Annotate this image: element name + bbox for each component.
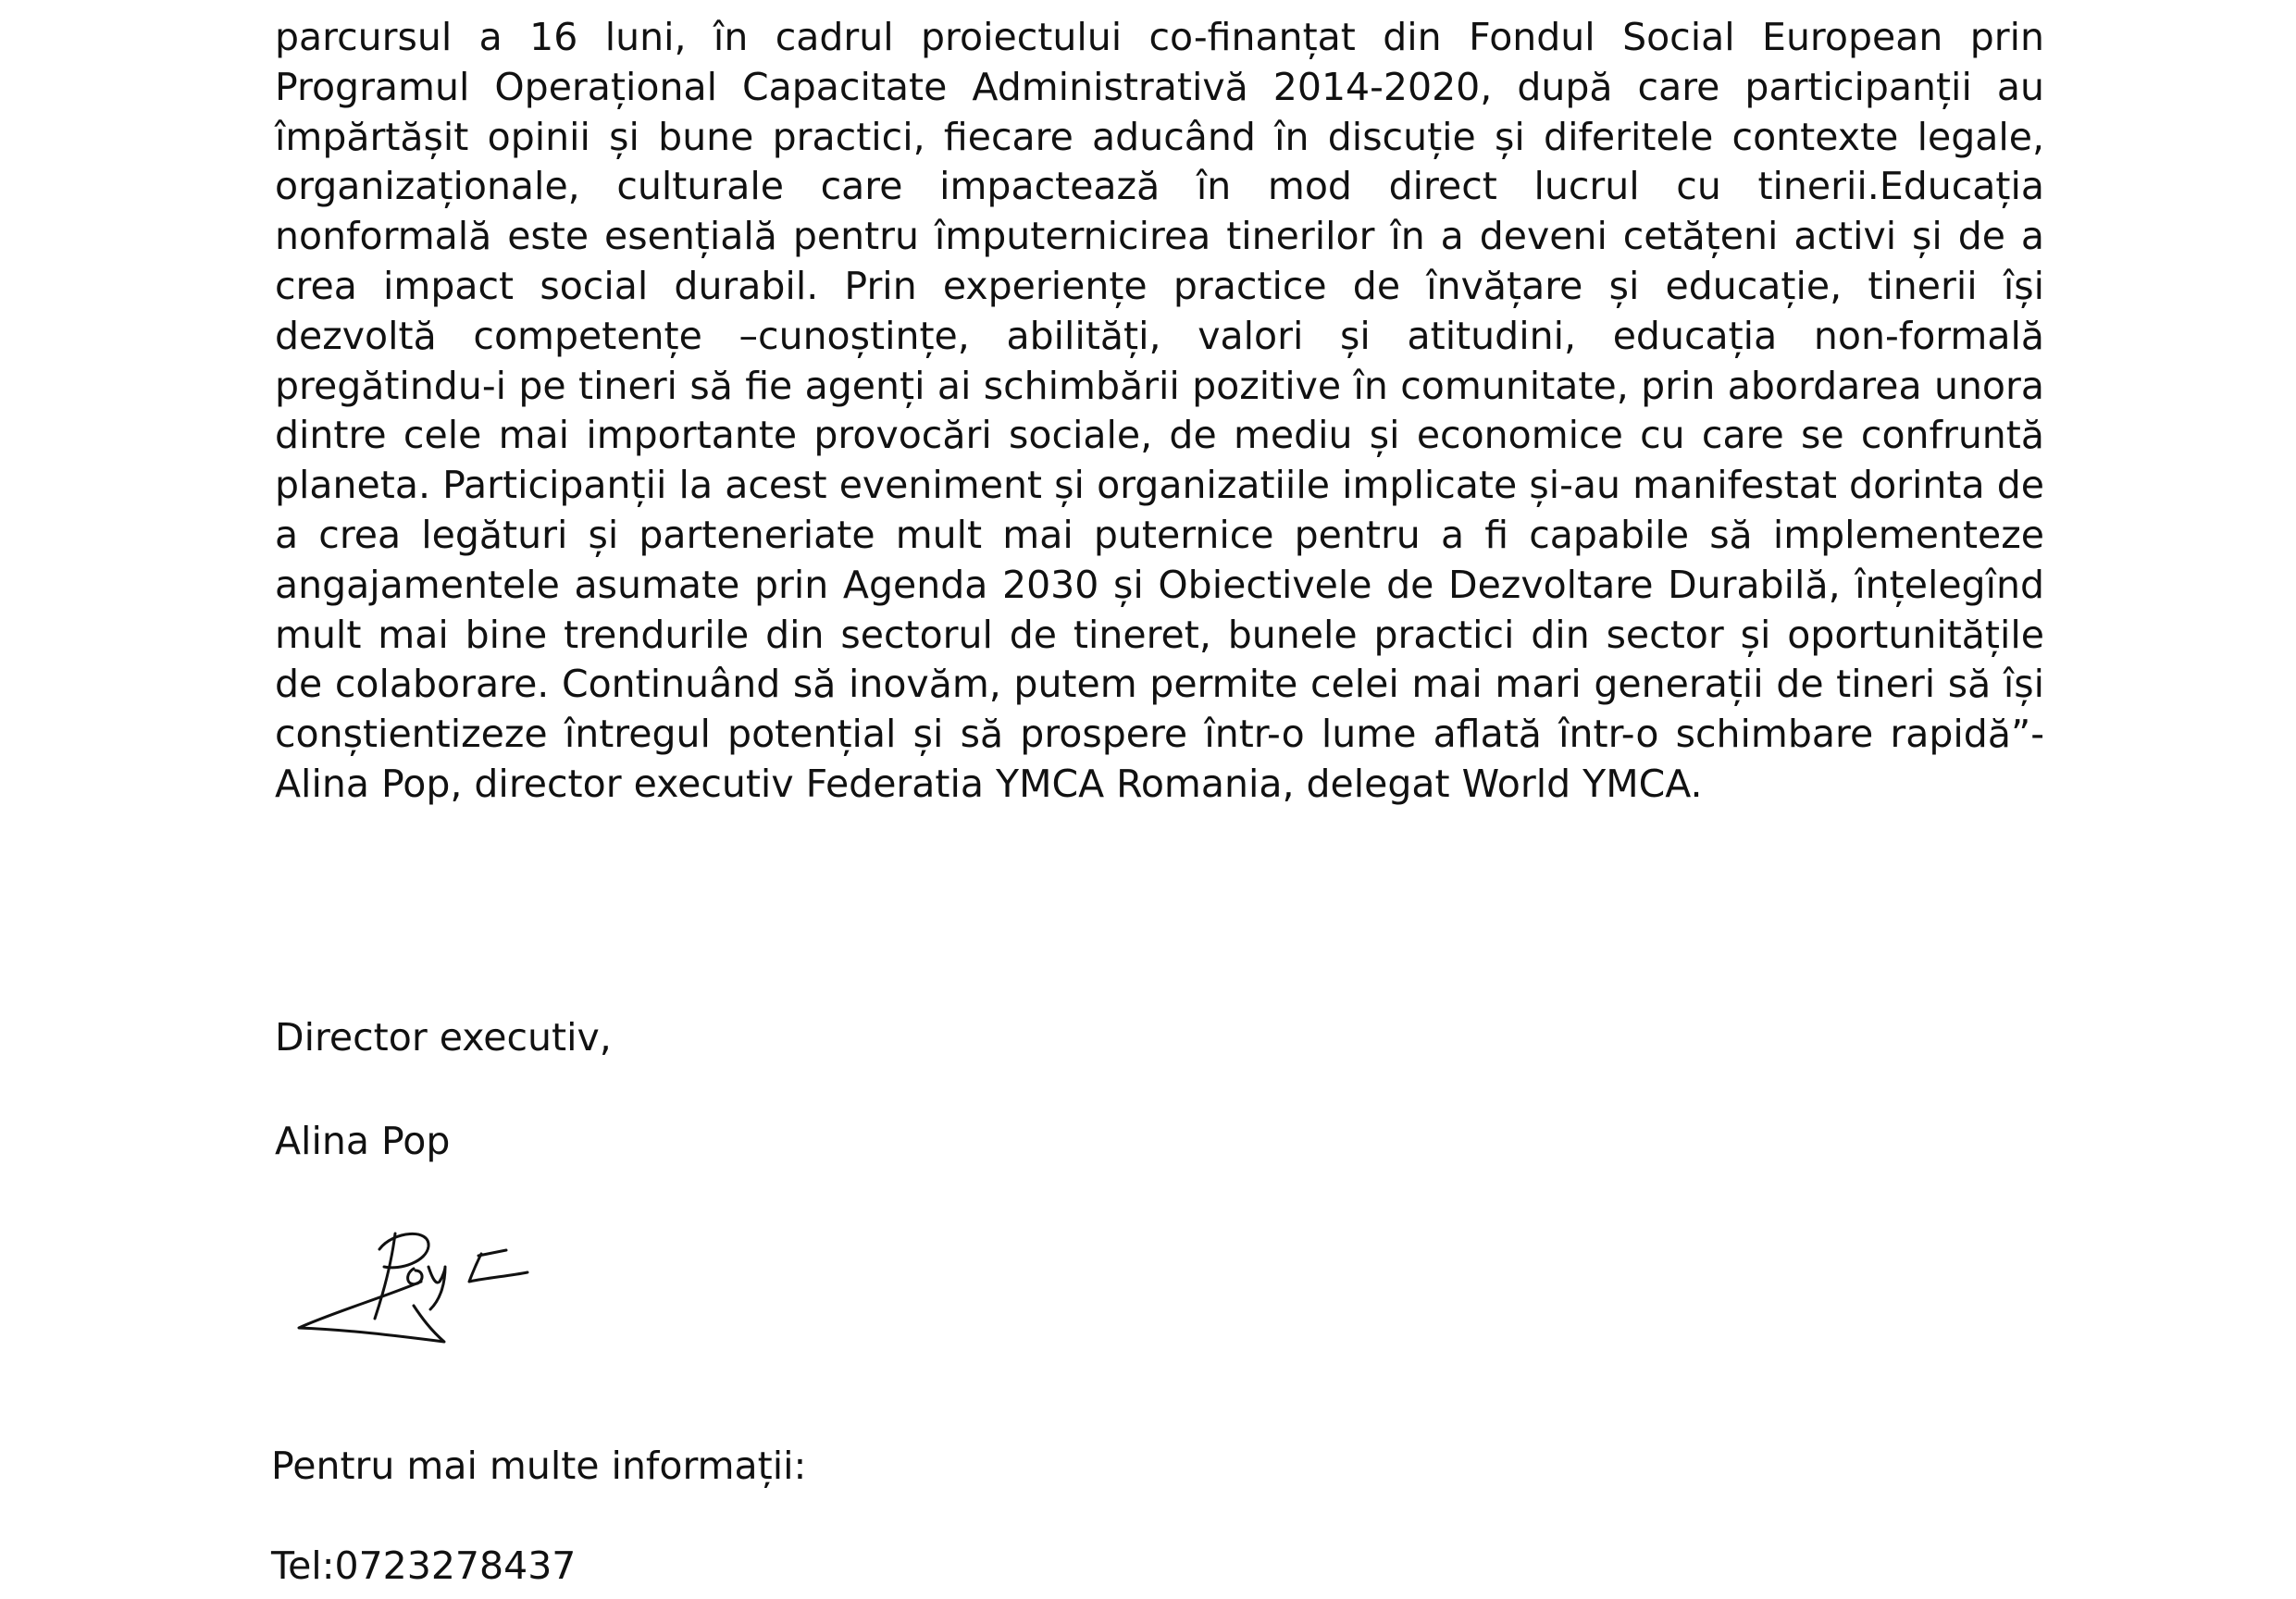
contact-heading: Pentru mai multe informații: [271,1444,807,1488]
signatory-name: Alina Pop [275,1119,451,1163]
closing-title: Director executiv, [275,1015,612,1060]
handwritten-signature-icon [292,1226,551,1365]
contact-phone: Tel:0723278437 [271,1543,577,1588]
body-paragraph: parcursul a 16 luni, în cadrul proiectului co-finanțat din Fondul Social European prin Programul Operațional Capacitate Administrativă 2014-2020, după care participanții au împărtășit opinii și bune practici, fiecare aducând în discuție și diferitele contexte legale, organizaționale, culturale care impactează în mod direct lucrul cu tinerii.Educația nonformală este esențială pentru împuternicirea tinerilor în a deveni cetățeni activi și de a crea impact social durabil. Prin experiențe practice de învățare și educație, tinerii își dezvoltă competențe –cunoștințe, abilități, valori și atitudini, educația non-formală pregătindu-i pe tineri să fie agenți ai schimbării pozitive în comunitate, prin abordarea unora dintre cele mai importante provocări sociale, de mediu și economice cu care se confruntă planeta. Participanții la acest eveniment și organizatiile implicate și-au manifestat dorinta de a crea legături și parteneriate mult mai puternice pentru a fi capabile să implementeze angajamentele asumate prin Agenda 2030 și Obiectivele de Dezvoltare Durabilă, înțelegînd mult mai bine trendurile din sectorul de tineret, bunele practici din sector și oportunitățile de colaborare. Continuând să inovăm, putem permite celei mai mari generații de tineri să își conștientizeze întregul potențial și să prospere într-o lume aflată într-o schimbare rapidă”- Alina Pop, director executiv Federatia YMCA Romania, delegat World YMCA. [275,15,2044,806]
